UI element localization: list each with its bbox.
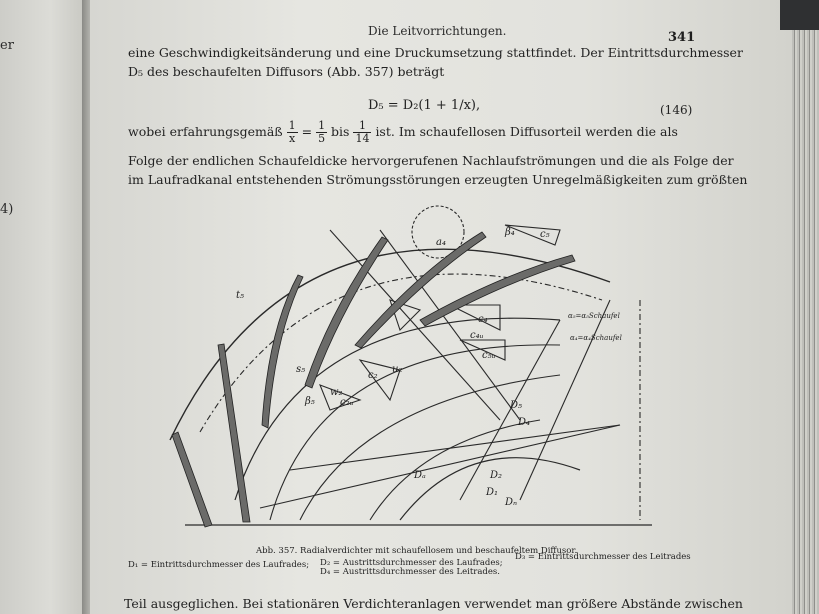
guide-vane: [218, 344, 250, 522]
label-D4: D₄: [518, 417, 531, 428]
label-D1: D₁: [486, 487, 499, 498]
label-c4: c₄: [478, 314, 488, 325]
caption-legend: D₄ = Austrittsdurchmesser des Leitrades.: [320, 567, 500, 577]
label-Dn: Dₙ: [505, 497, 518, 508]
caption-legend: D₂ = Austrittsdurchmesser des Laufrades;: [320, 558, 503, 568]
body-text: ist. Im schaufellosen Diffusorteil werden die als: [375, 124, 678, 139]
label-c5u: c₅ᵤ: [482, 350, 496, 361]
equation: D₅ = D₂(1 + 1/x),: [368, 98, 481, 113]
caption-legend: D₃ = Eintrittsdurchmesser des Leitrades: [515, 552, 691, 562]
numerator: 1: [318, 119, 326, 132]
denominator: 14: [355, 132, 370, 145]
body-line: D₅ des beschaufelten Diffusors (Abb. 357) beträgt: [128, 64, 445, 79]
label-s5: s₅: [296, 364, 306, 375]
label-c2u: c₂ᵤ: [340, 397, 354, 408]
left-page-fragment: 4): [0, 202, 14, 217]
label-D2: D₂: [490, 470, 503, 481]
body-line-fractions: wobei erfahrungsgemäß $\frac{1}{x}$ = $\frac{1}{5}$ bis $\frac{1}{14}$ ist. Im schaufellosen Diffusorteil werden die als: [128, 119, 678, 145]
guide-vane: [172, 432, 212, 527]
left-page-fragment: er: [0, 38, 14, 53]
figure-caption-title: Abb. 357. Radialverdichter mit schaufellosem und beschaufeltem Diffusor.: [256, 546, 578, 556]
body-line: eine Geschwindigkeitsänderung und eine Druckumsetzung stattfindet. Der Eintrittsdurchmesser: [128, 45, 743, 60]
label-beta5: β₅: [305, 396, 315, 407]
radius-line: [330, 230, 500, 420]
label-alpha4: α₄=α₄Schaufel: [570, 334, 622, 342]
label-c5: c₅: [540, 229, 550, 240]
numerator: 1: [353, 120, 371, 133]
caption-legend: D₁ = Eintrittsdurchmesser des Laufrades;: [128, 560, 310, 570]
label-c4u: c₄ᵤ: [470, 330, 484, 341]
label-w2: w₂: [330, 387, 343, 398]
page-number: 341: [668, 30, 696, 45]
label-c2: c₂: [368, 370, 378, 381]
radius-line: [520, 300, 610, 500]
body-text: bis: [331, 124, 350, 139]
denominator: x: [289, 132, 296, 145]
guide-vane: [305, 237, 388, 388]
body-line: im Laufradkanal entstehenden Strömungsstörungen erzeugten Unregelmäßigkeiten zum größten: [128, 172, 748, 187]
body-text: wobei erfahrungsgemäß: [128, 124, 283, 139]
running-header: Die Leitvorrichtungen.: [368, 24, 507, 38]
label-alpha5: α₅=α₅Schaufel: [568, 312, 620, 320]
label-t5: t₅: [236, 290, 245, 301]
label-D5: D₅: [510, 400, 523, 411]
label-u2: u₂: [392, 364, 403, 375]
body-line: Teil ausgeglichen. Bei stationären Verdichteranlagen verwendet man größere Abstände zwischen: [124, 596, 743, 611]
label-a4: a₄: [436, 237, 446, 248]
body-line: Folge der endlichen Schaufeldicke hervorgerufenen Nachlaufströmungen und die als Folge der: [128, 153, 734, 168]
equation-number: (146): [660, 103, 693, 117]
label-beta4: β₄: [505, 227, 515, 238]
numerator: 1: [288, 119, 296, 132]
label-Da: Dₐ: [414, 470, 426, 481]
denominator: 5: [318, 132, 326, 145]
